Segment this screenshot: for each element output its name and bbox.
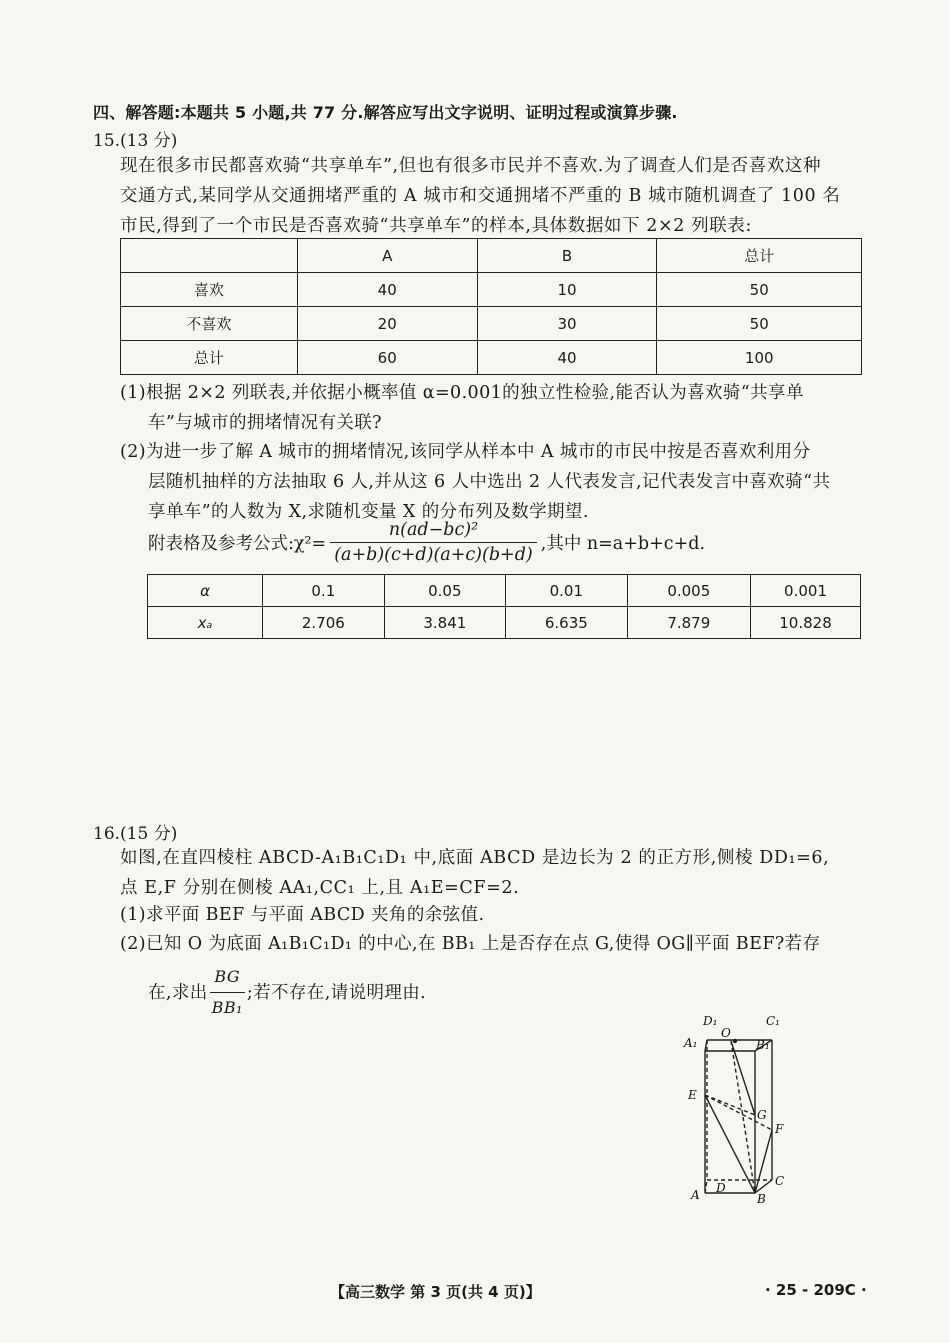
table-cell: 50 [657, 273, 862, 307]
table-cell: 6.635 [506, 607, 628, 639]
q16-part2-line1: (2)已知 O 为底面 A₁B₁C₁D₁ 的中心,在 BB₁ 上是否存在点 G,使得 OG∥平面 BEF?若存 [120, 934, 821, 954]
q15-part1-line: (1)根据 2×2 列联表,并依据小概率值 α=0.001的独立性检验,能否认为喜欢骑“共享单 [120, 383, 804, 403]
ratio-numerator: BG [214, 967, 241, 986]
label-d1: D₁ [703, 1014, 718, 1028]
critical-value-table [147, 574, 861, 639]
q16-intro-line: 点 E,F 分别在侧棱 AA₁,CC₁ 上,且 A₁E=CF=2. [120, 878, 520, 898]
table-cell: 50 [657, 307, 862, 341]
ratio-denominator: BB₁ [210, 992, 245, 1023]
table-cell: 40 [477, 341, 657, 375]
table-cell: 60 [297, 341, 477, 375]
table-cell: 总计 [657, 239, 862, 273]
q15-number: 15.(13 分) [93, 131, 178, 151]
table-cell: 喜欢 [121, 273, 298, 307]
q15-intro [120, 151, 840, 241]
section-header: 四、解答题:本题共 5 小题,共 77 分.解答应写出文字说明、证明过程或演算步骤. [93, 103, 678, 122]
table-cell: 100 [657, 341, 862, 375]
label-e: E [688, 1088, 697, 1102]
ratio-fraction [210, 962, 245, 1023]
center-point-o [733, 1039, 737, 1043]
table-row [148, 607, 861, 639]
table-header-row [121, 239, 862, 273]
table-cell: 30 [477, 307, 657, 341]
q16-part2-line2 [148, 962, 426, 1023]
q16-intro-line: 如图,在直四棱柱 ABCD-A₁B₁C₁D₁ 中,底面 ABCD 是边长为 2 的正方形,侧棱 DD₁=6, [120, 848, 830, 868]
table-cell: 0.05 [384, 575, 506, 607]
label-o: O [721, 1026, 731, 1040]
table-cell: 20 [297, 307, 477, 341]
label-a: A [691, 1188, 700, 1202]
table-cell: 不喜欢 [121, 307, 298, 341]
table-cell: 10 [477, 273, 657, 307]
table-cell: A [297, 239, 477, 273]
q16-part1: (1)求平面 BEF 与平面 ABCD 夹角的余弦值. [120, 905, 485, 925]
q16-number: 16.(15 分) [93, 824, 178, 844]
formula-suffix: ,其中 n=a+b+c+d. [540, 534, 706, 554]
table-row [121, 307, 862, 341]
table-cell: 0.001 [751, 575, 861, 607]
table-cell: α [148, 575, 263, 607]
table-cell: xₐ [148, 607, 263, 639]
table-row [121, 341, 862, 375]
footer-page-info: 【高三数学 第 3 页(共 4 页)】 [330, 1283, 541, 1301]
chi-square-fraction [330, 520, 537, 565]
q15-part2 [120, 437, 830, 527]
table-cell: 10.828 [751, 607, 861, 639]
label-f: F [775, 1122, 784, 1136]
prism-figure [672, 1005, 802, 1210]
label-a1: A₁ [684, 1036, 698, 1050]
table-cell: 3.841 [384, 607, 506, 639]
contingency-table [120, 238, 862, 375]
table-row [148, 575, 861, 607]
label-c: C [775, 1174, 785, 1188]
table-cell: 40 [297, 273, 477, 307]
q15-part2-line: (2)为进一步了解 A 城市的拥堵情况,该同学从样本中 A 城市的市民中按是否喜欢利用分 [120, 442, 811, 462]
reference-formula [148, 520, 705, 565]
table-cell: 总计 [121, 341, 298, 375]
formula-denominator: (a+b)(c+d)(a+c)(b+d) [330, 542, 537, 565]
q16-intro [120, 843, 829, 903]
label-b1: B₁ [756, 1038, 770, 1052]
q15-intro-line: 现在很多市民都喜欢骑“共享单车”,但也有很多市民并不喜欢.为了调查人们是否喜欢这种 [120, 156, 822, 176]
label-b: B [757, 1192, 766, 1206]
table-cell [121, 239, 298, 273]
table-cell: B [477, 239, 657, 273]
formula-prefix: 附表格及参考公式:χ²= [148, 534, 327, 554]
table-cell: 7.879 [627, 607, 750, 639]
label-c1: C₁ [766, 1014, 780, 1028]
label-d: D [716, 1181, 726, 1195]
q15-intro-line: 交通方式,某同学从交通拥堵严重的 A 城市和交通拥堵不严重的 B 城市随机调查了 100 名 [120, 186, 841, 206]
q15-part2-line: 层随机抽样的方法抽取 6 人,并从这 6 人中选出 2 人代表发言,记代表发言中喜欢骑“共 [148, 472, 831, 492]
label-g: G [757, 1108, 767, 1122]
table-row [121, 273, 862, 307]
table-cell: 0.01 [506, 575, 628, 607]
q16-part2-post: ;若不存在,请说明理由. [246, 982, 427, 1003]
prism-diagram [672, 1005, 802, 1210]
q15-part2-line: 享单车”的人数为 X,求随机变量 X 的分布列及数学期望. [148, 502, 589, 522]
table-cell: 0.005 [627, 575, 750, 607]
q15-intro-line: 市民,得到了一个市民是否喜欢骑“共享单车”的样本,具体数据如下 2×2 列联表: [120, 216, 752, 236]
footer-code: · 25 - 209C · [765, 1281, 867, 1299]
table-cell: 0.1 [263, 575, 385, 607]
q15-part1-line: 车”与城市的拥堵情况有关联? [148, 413, 382, 433]
q16-part2-pre: 在,求出 [148, 982, 208, 1003]
q15-part1 [120, 378, 804, 438]
table-cell: 2.706 [263, 607, 385, 639]
formula-numerator: n(ad−bc)² [388, 520, 479, 540]
